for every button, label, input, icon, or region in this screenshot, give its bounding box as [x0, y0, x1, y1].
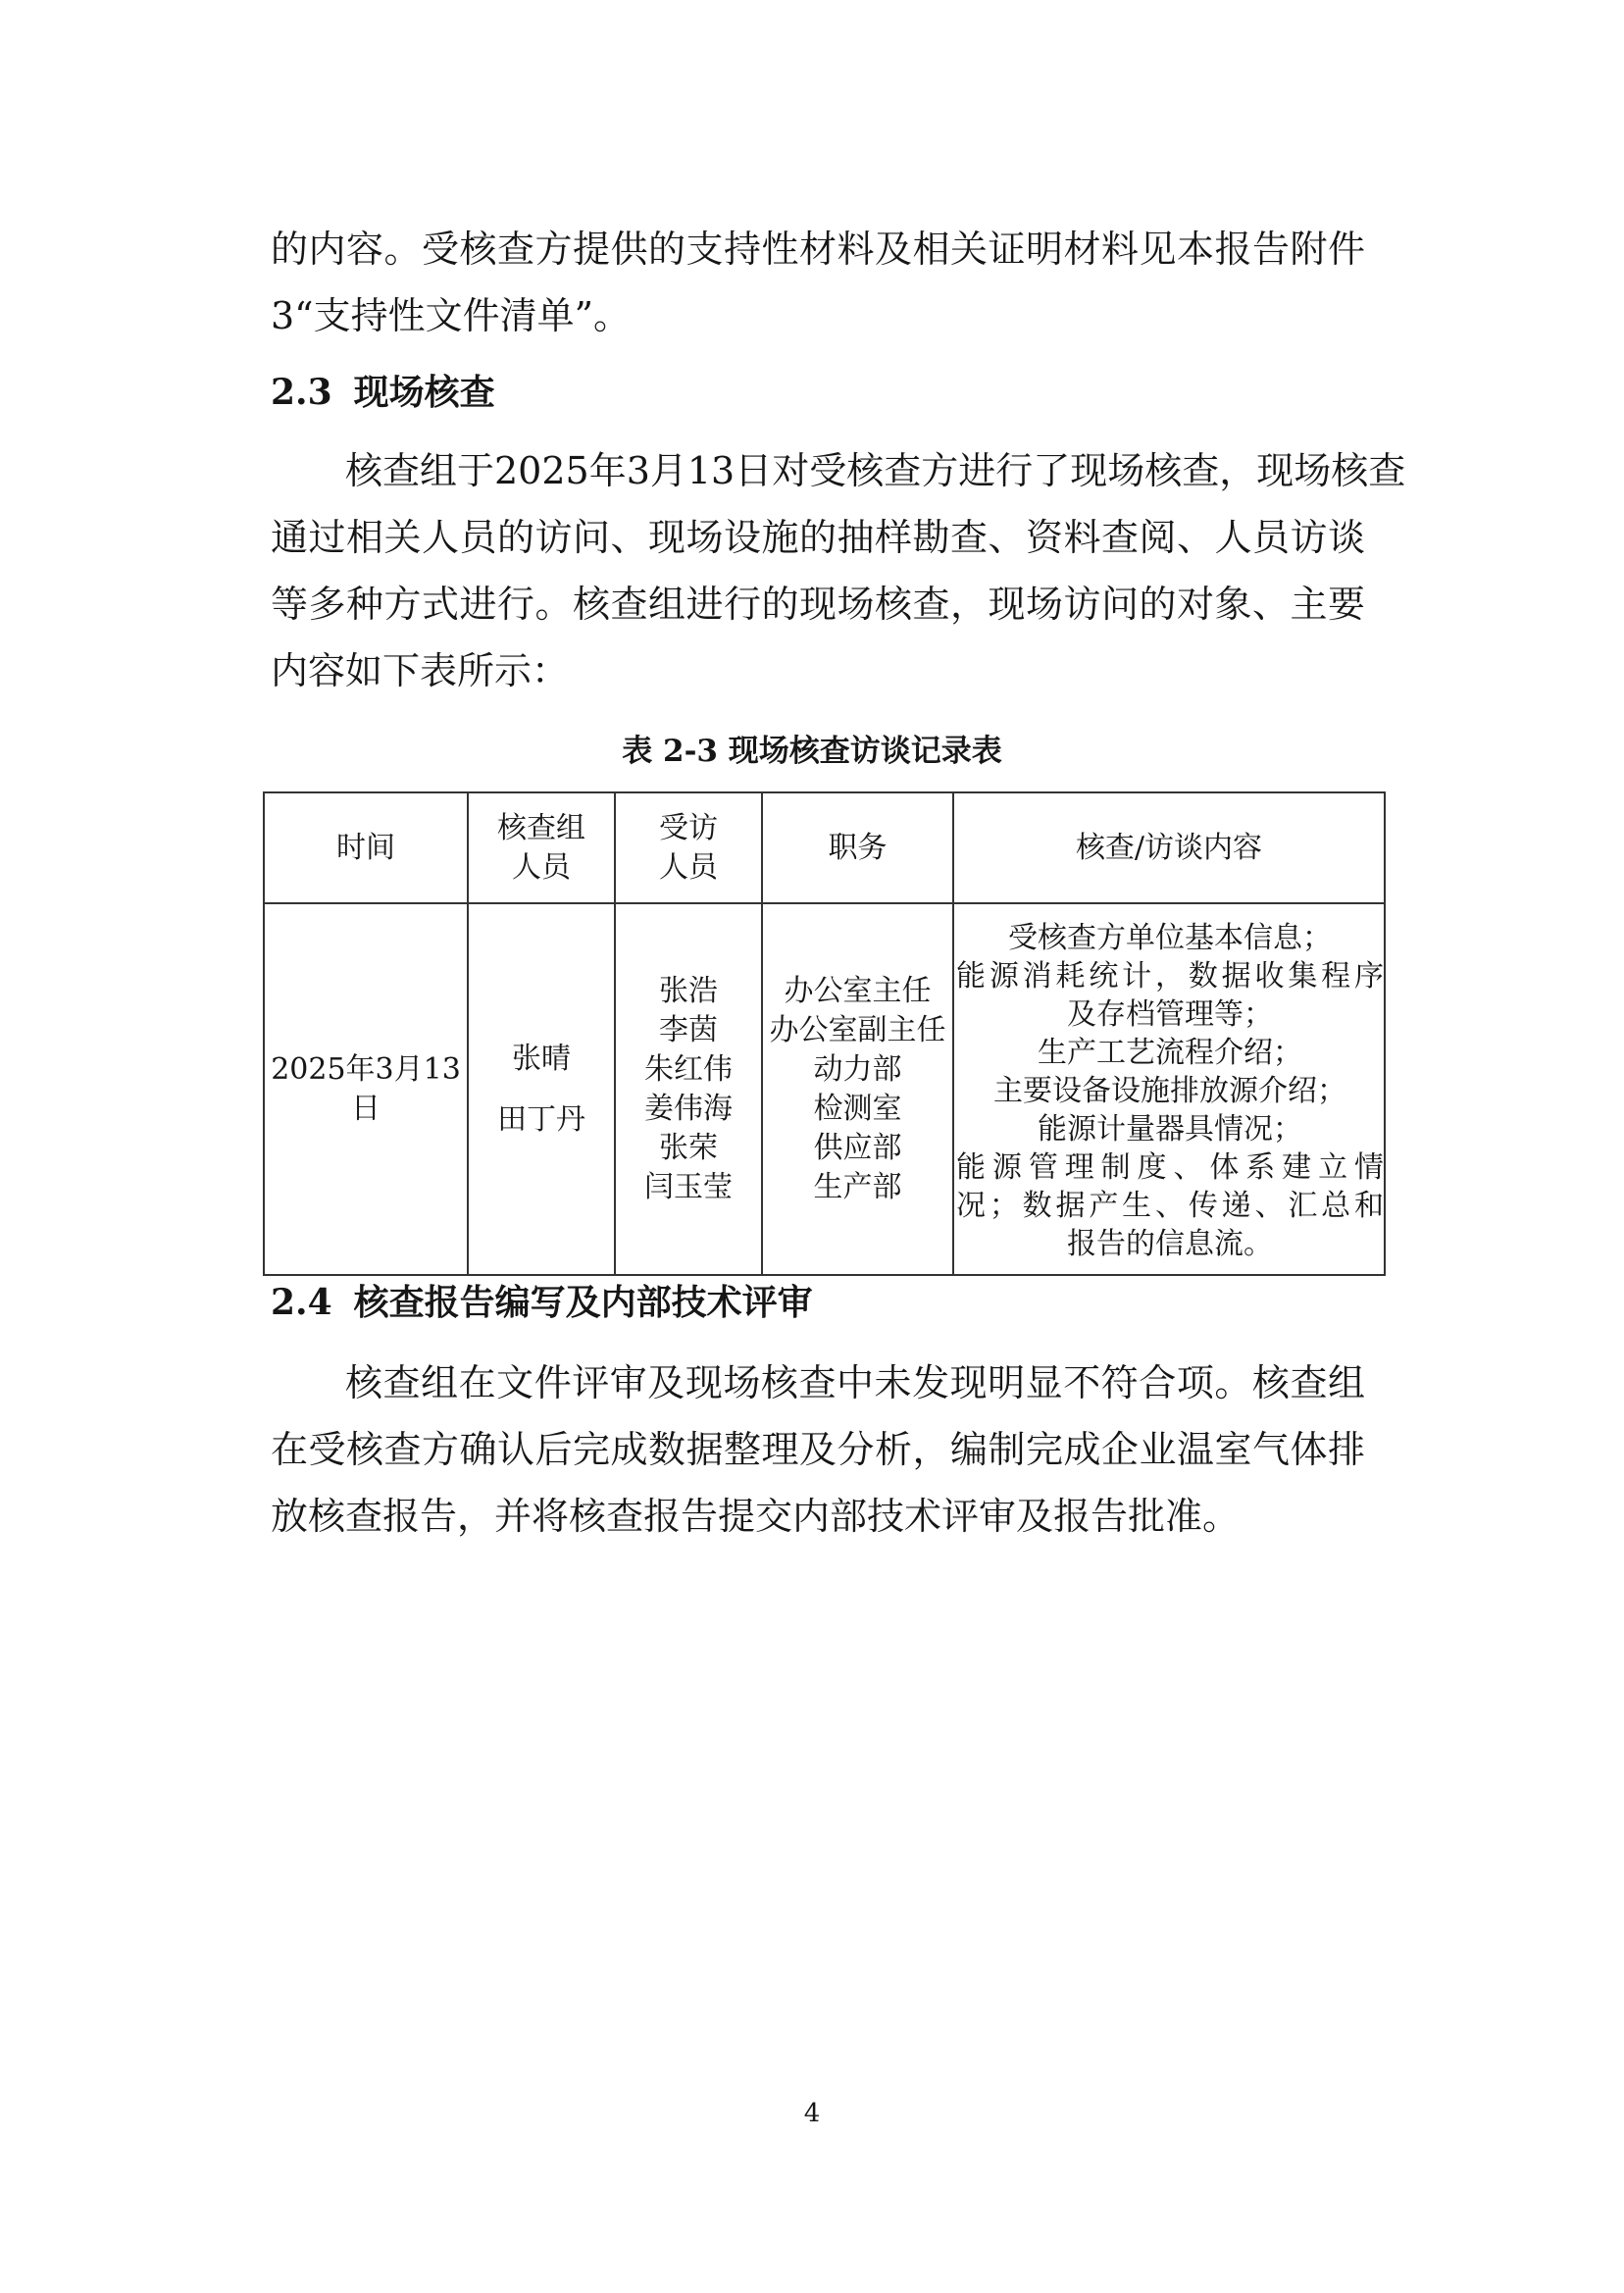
cell-interviewees: [615, 903, 762, 1275]
header-team-line-2: 人员: [512, 849, 571, 885]
content-line-2: 能源消耗统计，数据收集程序: [956, 959, 1384, 994]
cell-content: [953, 903, 1385, 1275]
section-2-4-paragraph: [271, 1350, 1365, 1550]
section-2-3-heading: [271, 365, 495, 415]
intro-line-2: 3“支持性文件清单”。: [271, 294, 632, 337]
content-line-1: 受核查方单位基本信息；: [1008, 921, 1332, 955]
cell-time: [264, 903, 468, 1275]
position-3: 动力部: [813, 1051, 902, 1087]
header-position: 职务: [762, 792, 953, 903]
content-line-9: 报告的信息流。: [1067, 1227, 1273, 1261]
header-team-line-1: 核查组: [497, 810, 585, 845]
cell-team-member-1: 张晴: [512, 1041, 571, 1076]
interviewee-5: 张荣: [659, 1130, 718, 1165]
content-line-4: 生产工艺流程介绍；: [1038, 1036, 1302, 1070]
interviewee-3: 朱红伟: [644, 1051, 733, 1087]
cell-time-line-1: 2025年3月13: [271, 1051, 461, 1087]
position-2: 办公室副主任: [769, 1012, 946, 1047]
interviewee-4: 姜伟海: [644, 1091, 733, 1126]
table-caption: 表 2-3 现场核查访谈记录表: [622, 734, 1002, 769]
section-2-4-line-2: 在受核查方确认后完成数据整理及分析，编制完成企业温室气体排: [271, 1428, 1365, 1471]
page-number: 4: [803, 2099, 821, 2128]
content-line-7: 能源管理制度、体系建立情: [956, 1150, 1384, 1185]
section-2-3-title: 现场核查: [353, 372, 495, 413]
position-6: 生产部: [813, 1169, 902, 1204]
interviewee-6: 闫玉莹: [644, 1169, 733, 1204]
header-interviewee-line-2: 人员: [659, 849, 718, 885]
header-content: 核查/访谈内容: [953, 792, 1385, 903]
section-2-3-line-4: 内容如下表所示：: [271, 649, 570, 692]
position-5: 供应部: [813, 1130, 902, 1165]
cell-positions: [762, 903, 953, 1275]
header-interviewee: [615, 792, 762, 903]
content-line-3: 及存档管理等；: [1067, 997, 1273, 1032]
section-2-3-paragraph: [271, 437, 1406, 704]
intro-paragraph: [271, 216, 1365, 349]
table-header-row: [264, 792, 1385, 903]
content-line-5: 主要设备设施排放源介绍；: [993, 1074, 1346, 1108]
section-2-3-line-2: 通过相关人员的访问、现场设施的抽样勘查、资料查阅、人员访谈: [271, 516, 1365, 559]
content-line-6: 能源计量器具情况；: [1038, 1112, 1302, 1146]
header-time: 时间: [264, 792, 468, 903]
section-2-3-line-1: 核查组于2025年3月13日对受核查方进行了现场核查，现场核查: [345, 449, 1406, 492]
header-team: [468, 792, 615, 903]
cell-time-line-2: 日: [351, 1091, 381, 1126]
cell-team: [468, 903, 615, 1275]
interview-record-table: [263, 791, 1386, 1276]
section-2-3-line-3: 等多种方式进行。核查组进行的现场核查，现场访问的对象、主要: [271, 583, 1365, 626]
position-1: 办公室主任: [784, 973, 932, 1008]
intro-line-1: 的内容。受核查方提供的支持性材料及相关证明材料见本报告附件: [271, 228, 1365, 271]
interviewee-1: 张浩: [659, 973, 718, 1008]
section-2-4-number: 2.4: [271, 1282, 332, 1323]
interviewee-2: 李茵: [659, 1012, 718, 1047]
section-2-4-title: 核查报告编写及内部技术评审: [353, 1282, 813, 1323]
position-4: 检测室: [813, 1091, 902, 1126]
section-2-4-line-1: 核查组在文件评审及现场核查中未发现明显不符合项。核查组: [345, 1361, 1365, 1404]
cell-team-member-2: 田丁丹: [497, 1101, 585, 1137]
header-interviewee-line-1: 受访: [659, 810, 718, 845]
section-2-4-line-3: 放核查报告，并将核查报告提交内部技术评审及报告批准。: [271, 1495, 1241, 1538]
section-2-4-heading: [271, 1275, 813, 1325]
section-2-3-number: 2.3: [271, 372, 332, 413]
table-row: [264, 903, 1385, 1275]
content-line-8: 况；数据产生、传递、汇总和: [956, 1189, 1384, 1223]
